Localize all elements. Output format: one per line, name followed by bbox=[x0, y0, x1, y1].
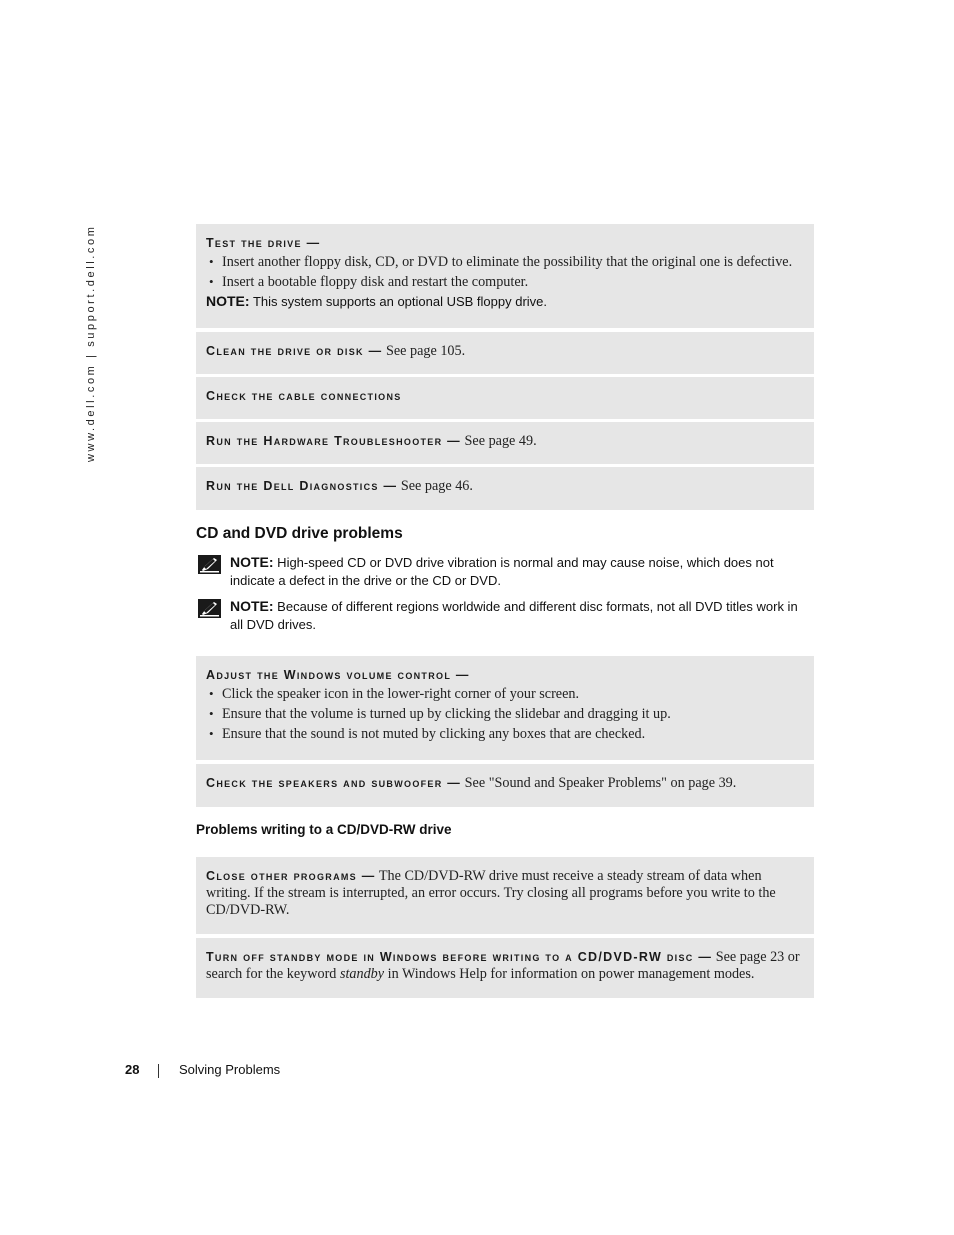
table-row-hardware-troubleshooter bbox=[196, 422, 814, 464]
row-text: The CD/DVD-RW drive must receive a steady stream of data when writing. If the stream is interrupted, an error occurs. Try closing all programs before you write to the CD/DVD-RW. bbox=[206, 868, 776, 918]
list-item: • Insert a bootable floppy disk and restart the computer. bbox=[206, 272, 804, 292]
list-item: • Insert another floppy disk, CD, or DVD to eliminate the possibility that the original one is defective. bbox=[206, 252, 804, 272]
table-row-clean-drive bbox=[196, 332, 814, 374]
row-heading: Run the Hardware Troubleshooter — bbox=[206, 434, 461, 448]
page-footer bbox=[0, 1062, 954, 1082]
note-label: NOTE: bbox=[230, 554, 274, 570]
list-item: • Click the speaker icon in the lower-right corner of your screen. bbox=[206, 684, 804, 704]
row-text: in Windows Help for information on power management modes. bbox=[384, 966, 755, 982]
note-pencil-icon bbox=[198, 599, 221, 618]
table-row-close-programs bbox=[196, 857, 814, 934]
row-text: See page 23 or search for the keyword bbox=[206, 949, 800, 982]
row-text: See page 105. bbox=[382, 343, 466, 359]
note-text: Because of different regions worldwide and different disc formats, not all DVD titles work in all DVD drives. bbox=[230, 599, 798, 632]
note-text: High-speed CD or DVD drive vibration is normal and may cause noise, which does not indicate a defect in the drive or the CD or DVD. bbox=[230, 555, 774, 588]
note-pencil-icon bbox=[198, 555, 221, 574]
note-text: This system supports an optional USB floppy drive. bbox=[249, 294, 548, 309]
section-title: CD and DVD drive problems bbox=[196, 525, 403, 542]
chapter-title: Solving Problems bbox=[179, 1062, 281, 1077]
page-number: 28 bbox=[125, 1062, 140, 1077]
note-label: NOTE: bbox=[206, 293, 250, 309]
note-vibration bbox=[198, 554, 814, 589]
note-regions bbox=[198, 598, 814, 633]
bullet-list bbox=[206, 252, 804, 292]
keyword-italic: standby bbox=[339, 966, 385, 982]
row-heading: Check the speakers and subwoofer — bbox=[206, 776, 462, 790]
row-text: See page 49. bbox=[460, 433, 537, 449]
row-heading: Check the cable connections bbox=[206, 389, 402, 403]
list-item: • Ensure that the volume is turned up by clicking the slidebar and dragging it up. bbox=[206, 704, 804, 724]
note-label: NOTE: bbox=[230, 598, 274, 614]
inline-note bbox=[206, 293, 804, 309]
row-heading: Clean the drive or disk — bbox=[206, 344, 383, 358]
row-heading: Turn off standby mode in Windows before writing to a CD/DVD-RW disc — bbox=[206, 950, 713, 964]
table-row-speakers bbox=[196, 764, 814, 807]
row-heading: Close other programs — bbox=[206, 869, 376, 883]
row-text: See "Sound and Speaker Problems" on page 39. bbox=[461, 775, 737, 791]
bullet-list bbox=[206, 684, 804, 744]
table-row-standby-mode bbox=[196, 938, 814, 998]
table-row-volume-control bbox=[196, 656, 814, 760]
table-row-check-cables bbox=[196, 377, 814, 419]
list-item: • Ensure that the sound is not muted by clicking any boxes that are checked. bbox=[206, 724, 804, 744]
table-row-test-drive bbox=[196, 224, 814, 328]
row-heading: Run the Dell Diagnostics — bbox=[206, 479, 398, 493]
row-heading: Adjust the Windows volume control — bbox=[206, 668, 470, 682]
row-heading: Test the drive — bbox=[206, 236, 321, 250]
table-row-dell-diagnostics bbox=[196, 467, 814, 510]
subsection-title: Problems writing to a CD/DVD-RW drive bbox=[196, 822, 452, 837]
footer-divider bbox=[158, 1064, 159, 1078]
row-text: See page 46. bbox=[397, 478, 473, 494]
sidebar-url: www.dell.com | support.dell.com bbox=[85, 224, 97, 462]
